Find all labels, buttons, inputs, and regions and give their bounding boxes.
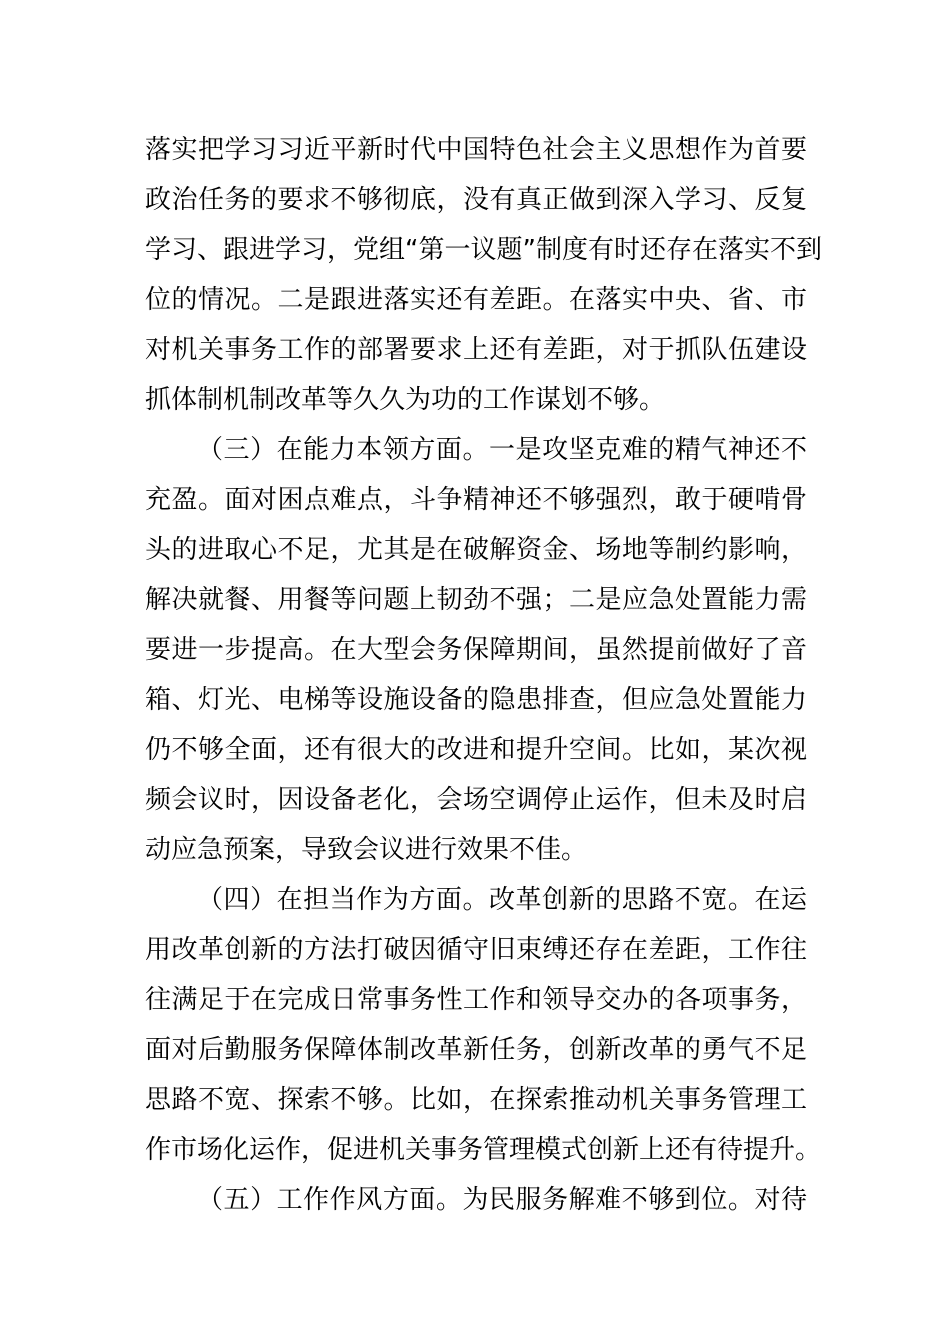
text-line: 政治任务的要求不够彻底，没有真正做到深入学习、反复	[145, 185, 807, 215]
text-line: 往满足于在完成日常事务性工作和领导交办的各项事务，	[145, 985, 807, 1015]
text-line: （三）在能力本领方面。一是攻坚克难的精气神还不	[197, 435, 807, 465]
text-line: 用改革创新的方法打破因循守旧束缚还存在差距，工作往	[145, 935, 807, 965]
text-line: （四）在担当作为方面。改革创新的思路不宽。在运	[197, 885, 807, 915]
text-line: 仍不够全面，还有很大的改进和提升空间。比如，某次视	[145, 735, 807, 765]
text-line: 头的进取心不足，尤其是在破解资金、场地等制约影响，	[145, 535, 807, 565]
text-line: 落实把学习习近平新时代中国特色社会主义思想作为首要	[145, 135, 807, 165]
text-line: 动应急预案，导致会议进行效果不佳。	[145, 835, 588, 865]
text-line: 箱、灯光、电梯等设施设备的隐患排查，但应急处置能力	[145, 685, 807, 715]
text-line: 充盈。面对困点难点，斗争精神还不够强烈，敢于硬啃骨	[145, 485, 807, 515]
text-line: 频会议时，因设备老化，会场空调停止运作，但未及时启	[145, 785, 807, 815]
text-line: 位的情况。二是跟进落实还有差距。在落实中央、省、市	[145, 285, 807, 315]
text-line: （五）工作作风方面。为民服务解难不够到位。对待	[197, 1185, 807, 1215]
text-line: 学习、跟进学习，党组“第一议题”制度有时还存在落实不到	[145, 235, 822, 265]
text-line: 要进一步提高。在大型会务保障期间，虽然提前做好了音	[145, 635, 807, 665]
text-line: 思路不宽、探索不够。比如，在探索推动机关事务管理工	[145, 1085, 807, 1115]
text-line: 抓体制机制改革等久久为功的工作谋划不够。	[145, 385, 666, 415]
body-text	[145, 125, 822, 1225]
text-line: 解决就餐、用餐等问题上韧劲不强；二是应急处置能力需	[145, 585, 807, 615]
text-line: 对机关事务工作的部署要求上还有差距，对于抓队伍建设	[145, 335, 807, 365]
text-line: 作市场化运作，促进机关事务管理模式创新上还有待提升。	[145, 1135, 822, 1165]
text-line: 面对后勤服务保障体制改革新任务，创新改革的勇气不足	[145, 1035, 807, 1065]
